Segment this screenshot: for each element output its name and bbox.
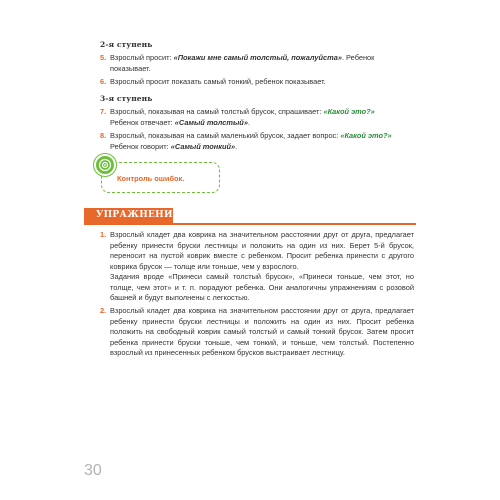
exercise-1-note: Задания вроде «Принеси самый толстый брусок», «Принеси тоньше, чем этот, но толще, чем этот» и т. п. порадуют ребенка. Они аналогичны упражнениям с розовой башней и будут выполнены с легкостью. [110,272,414,302]
step-8 [100,131,410,153]
answer-quote: «Самый толстый» [174,117,248,127]
target-icon [94,154,116,176]
step-number: 7. [100,107,107,116]
exercises-rule [84,223,416,225]
step-5 [100,53,410,75]
step-7 [100,107,410,129]
stage-3-heading: 3-я ступень [100,94,153,103]
step-text: Взрослый просит: «Покажи мне самый толстый, пожалуйста». Ребенок показывает. [110,53,375,73]
exercise-text: Взрослый кладет два коврика на значительном расстоянии друг от друга, предлагает ребенку принести бруски лестницы и положить на один из них. Просит ребенка положить на свободный коврик самый толстый и самый тонкий брусок. Затем просит ребенка принести бруски тоньше, чем тонкий, и тоньше, чем толстый. Постепенно взрослый из принесенных ребенком брусков выстраивает лестницу. [110,306,414,357]
instruction-quote: «Покажи мне самый толстый, пожалуйста» [173,53,342,62]
exercise-1 [100,230,414,274]
step-number: 6. [100,77,107,86]
control-of-errors-label: Контроль ошибок. [117,174,185,183]
question-quote: «Какой это?» [323,107,375,116]
step-number: 5. [100,53,107,62]
stage-2-heading: 2-я ступень [100,40,153,49]
exercise-2 [100,306,414,361]
exercises-title: УПРАЖНЕНИЯ [96,210,182,220]
exercise-number: 2. [100,306,107,315]
step-number: 8. [100,131,107,140]
question-quote: «Какой это?» [340,131,392,140]
step-text: Взрослый, показывая на самый маленький брусок, задает вопрос: «Какой это?» Ребенок говорит: «Самый тонкий». [110,131,392,151]
exercise-number: 1. [100,230,107,239]
step-text: Взрослый, показывая на самый толстый брусок, спрашивает: «Какой это?» Ребенок отвечает: «Самый толстый». [110,107,375,127]
exercise-text: Взрослый кладет два коврика на значительном расстоянии друг от друга, предлагает ребенку принести бруски лестницы и положить на один из них. Берет 5-й брусок, переносит на пустой коврик вместе с ребенком. Просит ребенка принести с другого коврика брусок — толще или тоньше, чем у взрослого. [110,230,414,271]
page-number: 30 [84,462,102,479]
step-text: Взрослый просит показать самый тонкий, ребенок показывает. [110,77,326,86]
answer-quote: «Самый тонкий» [170,141,236,151]
